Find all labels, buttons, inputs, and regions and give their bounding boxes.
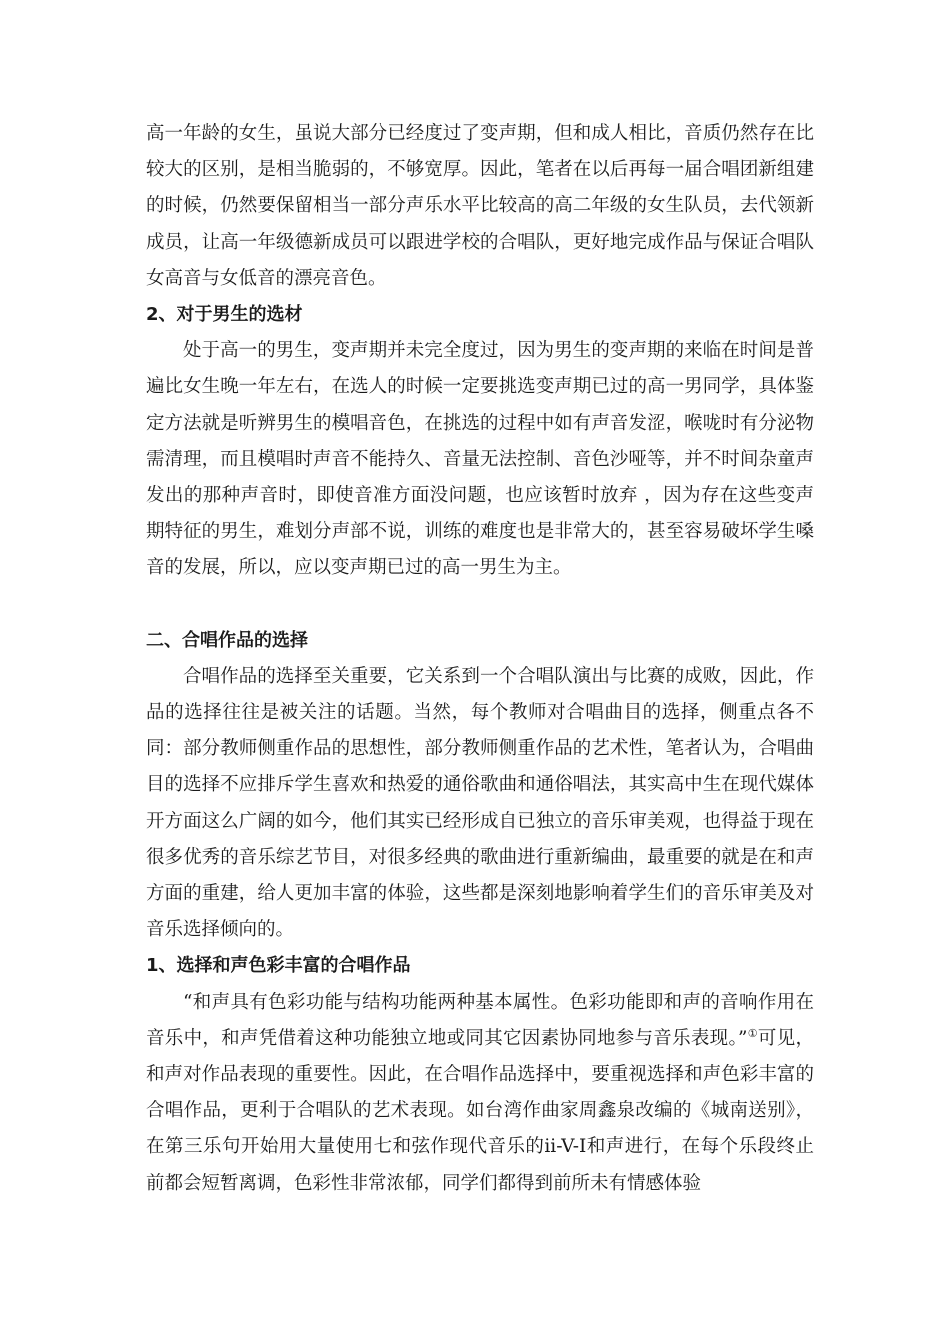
footnote-marker[interactable]: ① xyxy=(747,1026,758,1040)
harmony-quote: “和声具有色彩功能与结构功能两种基本属性。色彩功能即和声的音响作用在音乐中，和声凭借着这种功能独立地或同其它因素协同地参与音乐表现。” xyxy=(146,991,814,1049)
heading-harmony-works: 1、选择和声色彩丰富的合唱作品 xyxy=(146,955,411,977)
paragraph-repertoire: 合唱作品的选择至关重要，它关系到一个合唱队演出与比赛的成败，因此，作品的选择往往是被关注的话题。当然，每个教师对合唱曲目的选择，侧重点各不同：部分教师侧重作品的思想性，部分教师侧重作品的艺术性，笔者认为，合唱曲目的选择不应排斥学生喜欢和热爱的通俗歌曲和通俗唱法，其实高中生在现代媒体开方面这么广阔的如今，他们其实已经形成自已独立的音乐审美观，也得益于现在很多优秀的音乐综艺节目，对很多经典的歌曲进行重新编曲，最重要的就是在和声方面的重建，给人更加丰富的体验，这些都是深刻地影响着学生们的音乐审美及对音乐选择倾向的。 xyxy=(146,665,814,941)
heading-repertoire-selection: 二、合唱作品的选择 xyxy=(146,629,308,651)
heading-boys-selection: 2、对于男生的选材 xyxy=(146,304,303,326)
paragraph-girls-voice: 高一年龄的女生，虽说大部分已经度过了变声期，但和成人相比，音质仍然存在比较大的区别，是相当脆弱的，不够宽厚。因此，笔者在以后再每一届合唱团新组建的时候，仍然要保留相当一部分声乐水平比较高的高二年级的女生队员，去代领新成员，让高一年级德新成员可以跟进学校的合唱队，更好地完成作品与保证合唱队女高音与女低音的漂亮音色。 xyxy=(146,123,814,289)
paragraph-harmony xyxy=(146,985,814,1202)
blank-line xyxy=(146,587,814,623)
document-body xyxy=(146,116,814,1202)
harmony-discussion: 可见，和声对作品表现的重要性。因此，在合唱作品选择中，要重视选择和声色彩丰富的合唱作品，更利于合唱队的艺术表现。如台湾作曲家周鑫泉改编的《城南送别》，在第三乐句开始用大量使用七和弦作现代音乐的ii-V-I和声进行，在每个乐段终止前都会短暂离调，色彩性非常浓郁，同学们都得到前所未有情感体验 xyxy=(146,1027,814,1194)
paragraph-boys-voice: 处于高一的男生，变声期并未完全度过，因为男生的变声期的来临在时间是普遍比女生晚一年左右，在选人的时候一定要挑选变声期已过的高一男同学，具体鉴定方法就是听辨男生的模唱音色，在挑选的过程中如有声音发涩，喉咙时有分泌物需清理，而且模唱时声音不能持久、音量无法控制、音色沙哑等，并不时间杂童声发出的那种声音时，即使音准方面没问题，也应该暂时放弃 ，因为存在这些变声期特征的男生，难划分声部不说，训练的难度也是非常大的，甚至容易破坏学生嗓音的发展，所以，应以变声期已过的高一男生为主。 xyxy=(146,340,814,579)
